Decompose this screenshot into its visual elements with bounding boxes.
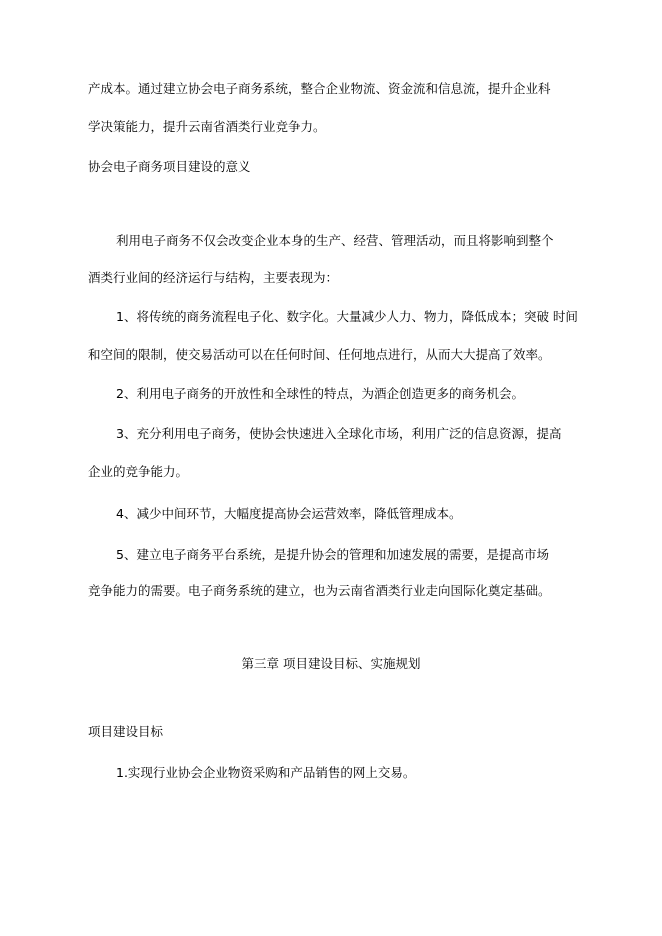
paragraph-line: 利用电子商务不仅会改变企业本身的生产、经营、管理活动，而且将影响到整个	[116, 233, 554, 248]
section-heading: 项目建设目标	[88, 724, 164, 739]
chapter-title: 第三章 项目建设目标、实施规划	[241, 656, 421, 671]
paragraph-line: 酒类行业间的经济运行与结构，主要表现为：	[88, 270, 339, 285]
list-item-line: 和空间的限制，使交易活动可以在任何时间、任何地点进行，从而大大提高了效率。	[88, 347, 551, 362]
list-item-line: 4、减少中间环节，大幅度提高协会运营效率，降低管理成本。	[116, 506, 462, 521]
list-item-line: 1、将传统的商务流程电子化、数字化。大量减少人力、物力，降低成本；突破 时间	[116, 309, 578, 324]
paragraph-line: 学决策能力，提升云南省酒类行业竞争力。	[88, 119, 326, 134]
list-item-line: 竞争能力的需要。电子商务系统的建立，也为云南省酒类行业走向国际化奠定基础。	[88, 583, 551, 598]
list-item-line: 5、建立电子商务平台系统，是提升协会的管理和加速发展的需要，是提高市场	[116, 547, 549, 562]
list-item-line: 1.实现行业协会企业物资采购和产品销售的网上交易。	[116, 765, 416, 780]
section-heading: 协会电子商务项目建设的意义	[88, 159, 251, 174]
list-item-line: 企业的竞争能力。	[88, 464, 189, 479]
list-item-line: 2、利用电子商务的开放性和全球性的特点，为酒企创造更多的商务机会。	[116, 386, 524, 401]
list-item-line: 3、充分利用电子商务，使协会快速进入全球化市场，利用广泛的信息资源，提高	[116, 426, 562, 441]
paragraph-line: 产成本。通过建立协会电子商务系统，整合企业物流、资金流和信息流，提升企业科	[88, 81, 551, 96]
